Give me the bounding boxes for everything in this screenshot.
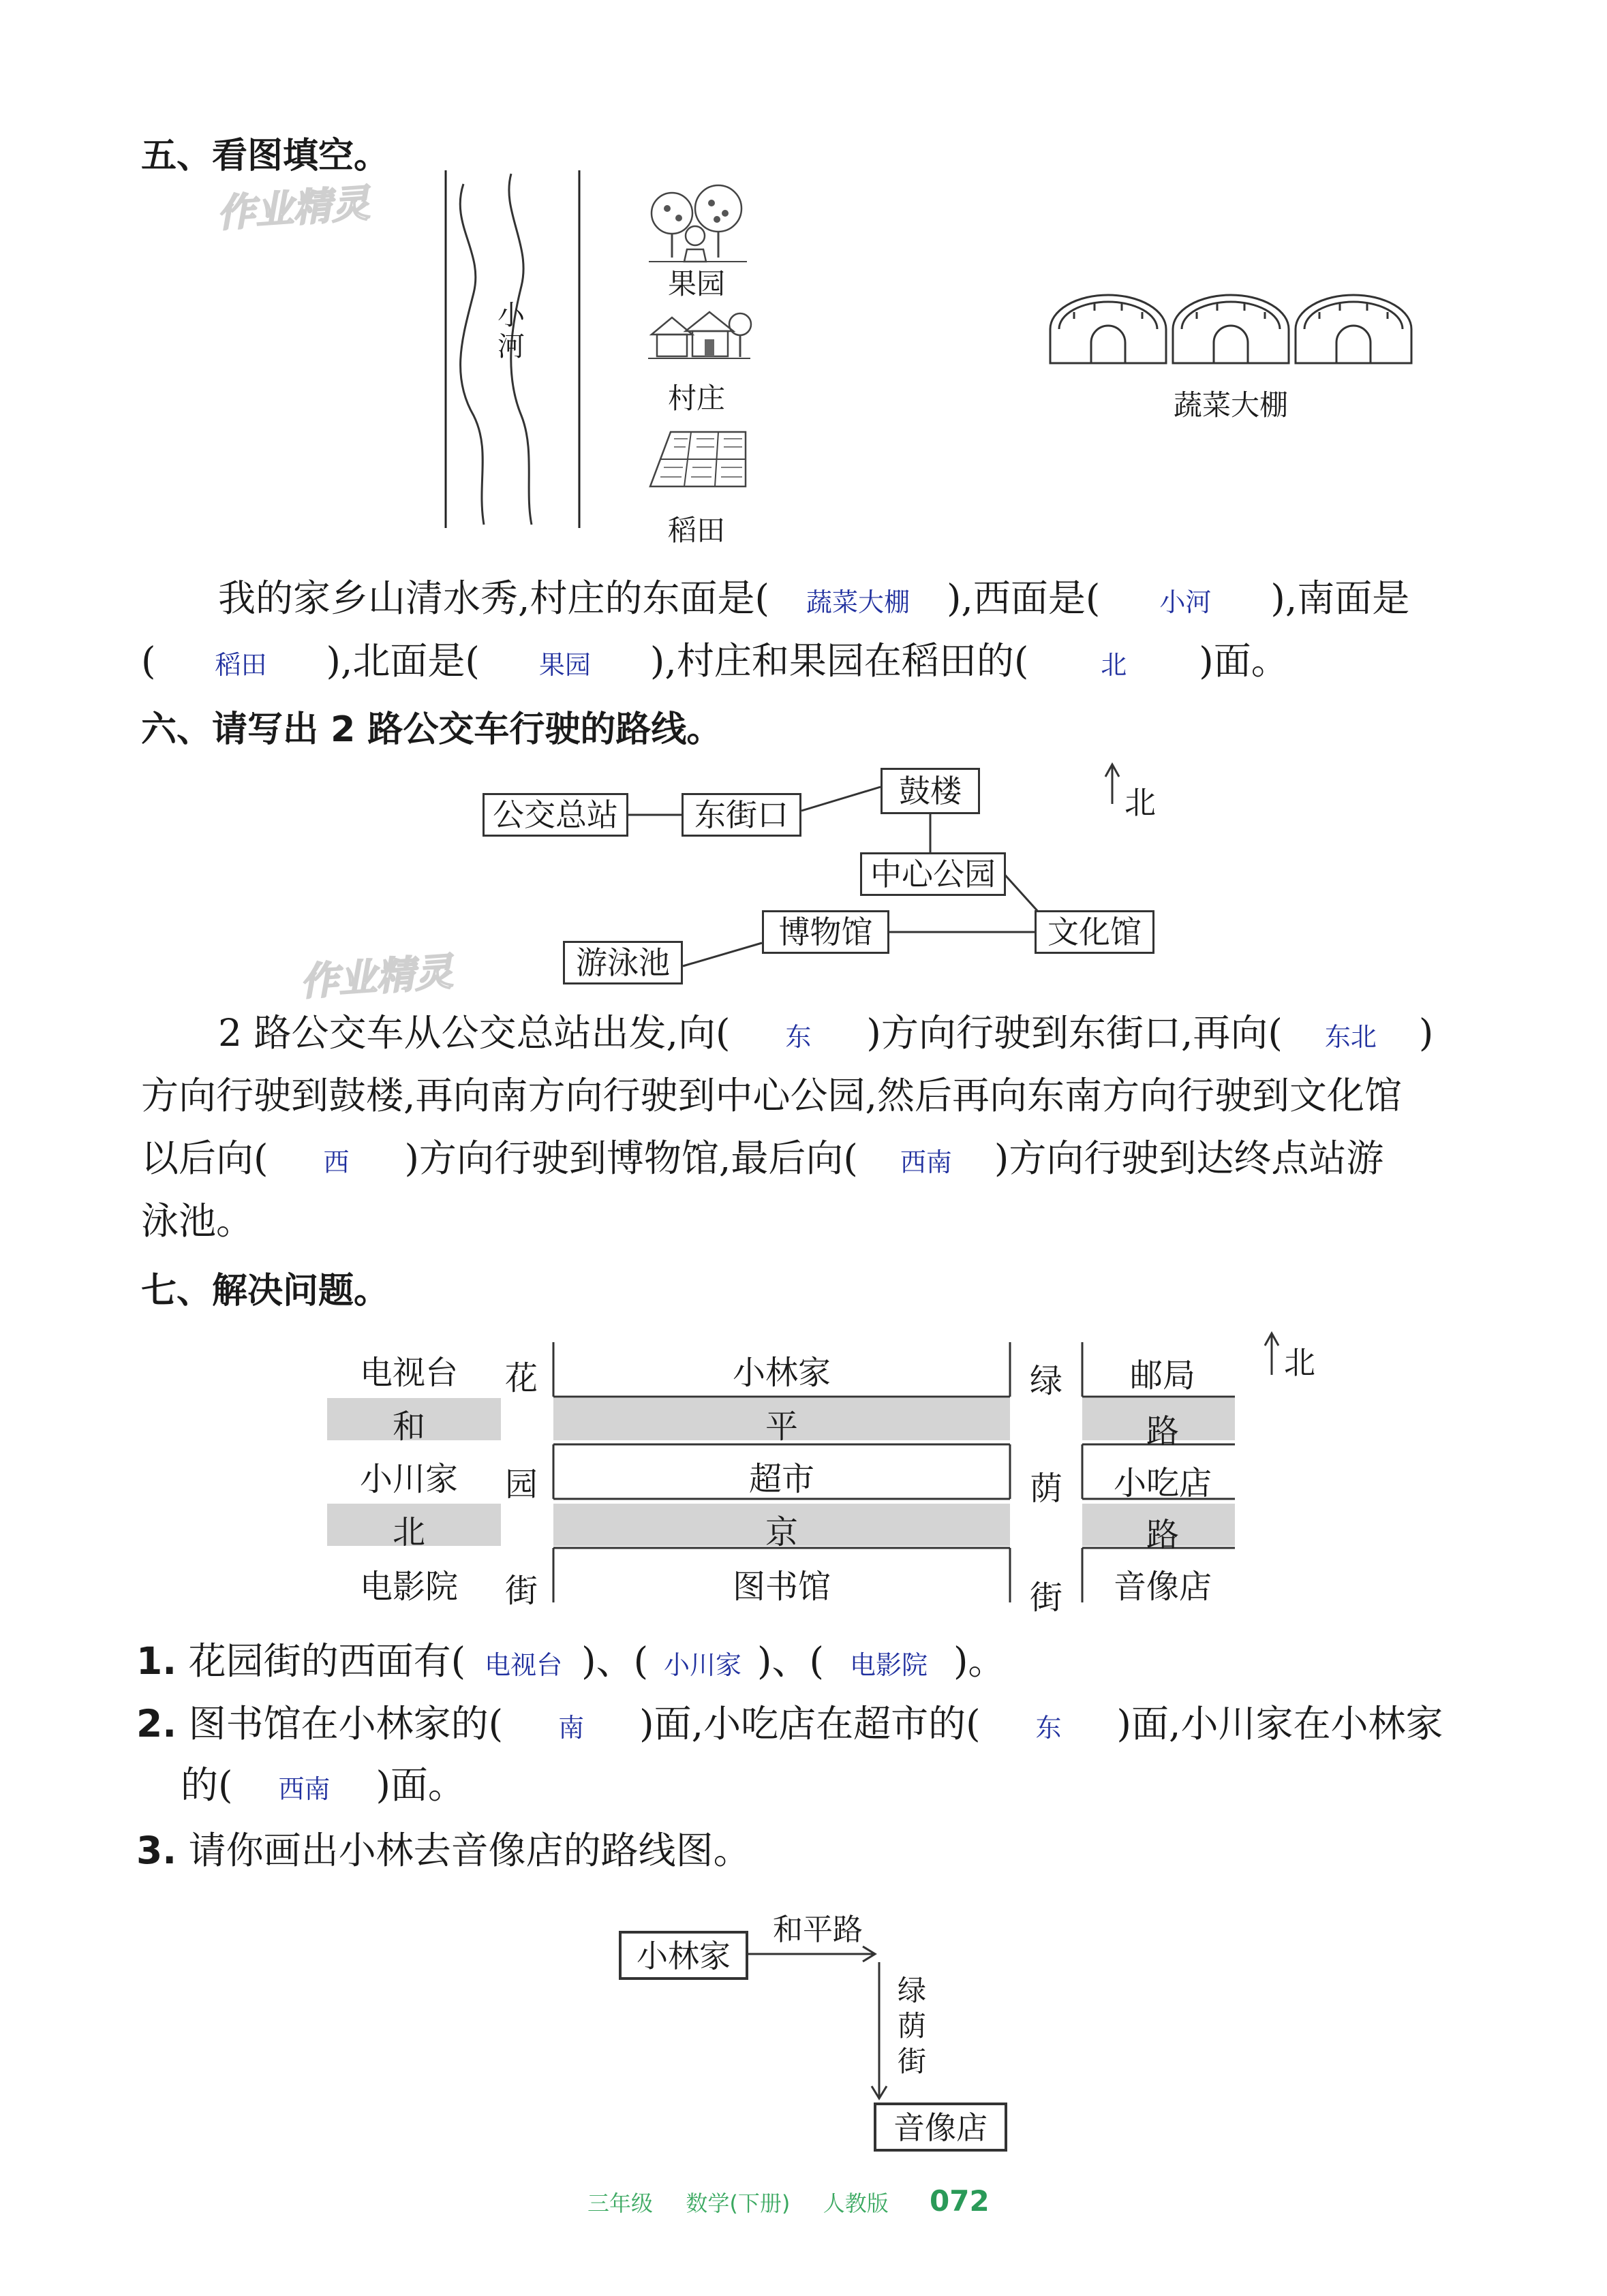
answer-south: 稻田 [215,650,267,680]
section6-line2: 方向行驶到鼓楼,再向南方向行驶到中心公园,然后再向东南方向行驶到文化馆 [141,1074,1402,1117]
text-segment: )方向行驶到达终点站游 [994,1136,1384,1180]
text-segment: )、( [581,1639,649,1683]
answer-q2-1: 南 [558,1713,585,1743]
text-segment: ),北面是( [326,639,480,683]
text-segment: 的( [181,1763,233,1807]
village-label: 村庄 [668,382,726,415]
section7-heading: 七、解决问题。 [141,1271,390,1312]
stop-east-street: 东街口 [682,793,801,837]
map-lvyin-2: 荫 [1029,1470,1062,1508]
text-segment: ),西面是( [946,576,1101,620]
text-segment: )方向行驶到博物馆,最后向( [404,1136,858,1180]
question-number: 1. [136,1639,177,1683]
answer-route-4: 西南 [900,1147,952,1177]
answer-q1-1: 电视台 [485,1650,563,1680]
stop-cultural-center: 文化馆 [1035,910,1154,954]
map-xiaolin-home: 小林家 [732,1354,831,1392]
text-segment: 2 路公交车从公交总站出发,向( [218,1011,731,1055]
map-road-jing: 京 [765,1513,798,1551]
answer-q2-3: 西南 [278,1774,331,1804]
map-road-ping: 平 [765,1408,798,1446]
answer-direction: 北 [1101,650,1127,680]
route-road-heping: 和平路 [773,1912,863,1947]
map-cinema: 电影院 [359,1568,458,1606]
north-indicator: 北 [1284,1344,1315,1381]
route-road-lvyin: 绿荫街 [897,1974,926,2078]
map-supermarket: 超市 [748,1460,814,1498]
map-library: 图书馆 [732,1568,831,1606]
text-segment: ),南面是 [1270,576,1410,620]
footer [587,2184,990,2218]
page-number: 072 [930,2184,990,2218]
section6-heading: 六、请写出 2 路公交车行驶的路线。 [141,709,722,750]
stop-terminal: 公交总站 [483,793,628,837]
text-segment: 请你画出小林去音像店的路线图。 [188,1829,751,1872]
answer-north: 果园 [538,650,591,680]
watermark: 作业精灵 [215,181,371,236]
map-xiaochuan-home: 小川家 [359,1460,458,1498]
footer-grade: 三年级 [587,2190,654,2216]
footer-edition: 人教版 [823,2190,889,2216]
stop-pool: 游泳池 [563,941,683,984]
answer-east: 蔬菜大棚 [806,587,910,617]
map-video-store: 音像店 [1113,1568,1212,1606]
answer-route-1: 东 [785,1022,812,1052]
stop-drum-tower: 鼓楼 [881,768,980,814]
map-huayuan-2: 园 [504,1465,538,1504]
text-segment: )面,小吃店在超市的( [639,1702,981,1746]
stop-museum: 博物馆 [762,910,889,954]
answer-q2-2: 东 [1035,1713,1062,1743]
map-road-lu-1: 路 [1146,1412,1179,1450]
text-segment: 图书馆在小林家的( [188,1702,504,1746]
text-segment: ( [141,639,156,683]
north-indicator: 北 [1124,784,1156,821]
answer-q1-3: 电影院 [849,1650,928,1680]
map-lvyin-3: 街 [1029,1579,1062,1617]
answer-q1-2: 小川家 [664,1650,742,1680]
section5-heading: 五、看图填空。 [141,136,390,176]
text-segment: )、( [757,1639,824,1683]
watermark: 作业精灵 [299,950,455,1005]
question-number: 2. [136,1702,177,1746]
text-segment: )面,小川家在小林家 [1116,1702,1443,1746]
map-huayuan-3: 街 [504,1572,538,1610]
greenhouse-label: 蔬菜大棚 [1174,388,1289,422]
text-segment: )方向行驶到东街口,再向( [866,1011,1283,1055]
orchard-label: 果园 [668,267,726,300]
footer-subject: 数学(下册) [686,2190,791,2216]
text-segment: 花园街的西面有( [188,1639,466,1683]
route-start-box: 小林家 [619,1931,748,1980]
text-segment: )面。 [376,1763,465,1807]
text-segment: )。 [953,1639,1006,1683]
text-segment: ) [1418,1011,1434,1055]
text-segment: 以后向( [141,1136,269,1180]
text-segment: )面。 [1199,639,1289,683]
map-road-he: 和 [392,1408,425,1446]
answer-west: 小河 [1159,587,1212,617]
map-road-lu-2: 路 [1146,1516,1179,1554]
question-number: 3. [136,1829,177,1872]
map-huayuan-1: 花 [504,1359,538,1397]
map-lvyin-1: 绿 [1029,1362,1062,1400]
text-segment: ),村庄和果园在稻田的( [649,639,1029,683]
rice-field-label: 稻田 [668,514,726,547]
section6-line4: 泳池。 [141,1199,254,1243]
text-segment: 我的家乡山清水秀,村庄的东面是( [218,576,769,620]
answer-route-2: 东北 [1324,1022,1377,1052]
stop-central-park: 中心公园 [860,852,1006,896]
answer-route-3: 西 [323,1147,350,1177]
map-road-bei: 北 [392,1513,425,1551]
map-tv-station: 电视台 [359,1354,458,1392]
river-label: 小河 [498,300,525,362]
map-post-office: 邮局 [1129,1356,1195,1395]
map-snack-shop: 小吃店 [1113,1464,1212,1502]
route-end-box: 音像店 [874,2103,1007,2152]
